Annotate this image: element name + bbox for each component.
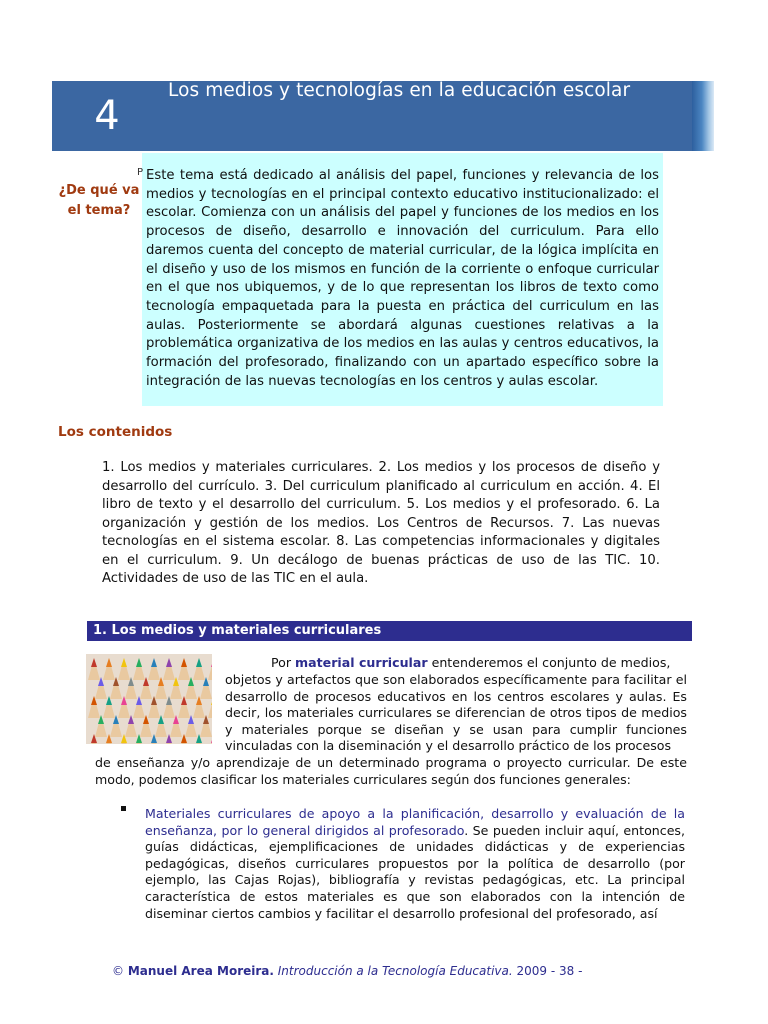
footer-year: 2009: [512, 964, 548, 978]
contents-list-text: 1. Los medios y materiales curriculares. 2. Los medios y los procesos de diseño y desarrollo del currículo. 3. Del curriculum planificado al curriculum en acción. 4. El libro de texto y el desarrollo del curriculum. 5. Los medios y el profesorado. 6. La organización y gestión de los medios. Los Centros de Recursos. 7. Las nuevas tecnologías en el sistema escolar. 8. Las competencias informacionales y digitales en el curriculum. 9. Un decálogo de buenas prácticas de uso de las TIC. 10. Actividades de uso de las TIC en el aula.: [102, 460, 660, 586]
bullet-rest: . Se pueden incluir aquí, entonces, guías didácticas, ejemplificaciones de unidades didácticas y de experiencias pedagógicas, diseños curriculares propuestos por la política de desarrollo (por ejemplo, las Cajas Rojas), bibliografía y revistas pedagógicas, etc. La principal característica de estos materiales es que son elaborados con la intención de diseminar ciertos cambios y facilitar el desarrollo profesional del profesorado, así: [145, 822, 686, 921]
paragraph-beside-image: objetos y artefactos que son elaborados específicamente para facilitar el desarrollo de procesos educativos en los centros escolares y aulas. Es decir, los materiales curriculares se diferencian de otros tipos de medios y materiales porque se diseñan y se usan para cumplir funciones vinculadas con la diseminación y el desarrollo práctico de los procesos: [225, 672, 687, 754]
stray-letter: P: [137, 167, 144, 178]
chapter-number: 4: [94, 93, 120, 139]
para-prefix: Por: [271, 655, 296, 670]
bullet-highlight: Materiales curriculares de apoyo a la planificación, desarrollo y evaluación de la enseñanza, por lo general dirigidos al profesorado: [145, 806, 685, 838]
footer-author: Manuel Area Moreira.: [127, 964, 274, 978]
intro-text: Este tema está dedicado al análisis del papel, funciones y relevancia de los medios y tecnologías en el principal contexto educativo institucionalizado: el escolar. Comienza con un análisis del papel y funciones de los medios en los procesos de diseño, desarrollo e innovación del curriculum. Para ello daremos cuenta del concepto de material curricular, de la lógica implícita en el diseño y uso de los mismos en función de la corriente o enfoque curricular en el que nos ubiquemos, y de lo que representan los libros de texto como tecnología empaquetada para la puesta en práctica del curriculum en las aulas. Posteriormente se abordará algunas cuestiones relativas a la problemática organizativa de los medios en las aulas y centros educativos, la formación del profesorado, finalizando con un apartado específico sobre la integración de las nuevas tecnologías en los centros y aulas escolar.: [146, 168, 659, 389]
colored-pencils-image: [86, 654, 212, 744]
bullet-square-icon: [121, 806, 126, 811]
side-question: ¿De qué va el tema?: [58, 183, 140, 218]
paragraph-full-width: de enseñanza y/o aprendizaje de un determinado programa o proyecto curricular. De este modo, podemos clasificar los materiales curriculares según dos funciones generales:: [95, 755, 687, 787]
contents-heading: Los contenidos: [58, 424, 173, 440]
paragraph-first-line: [271, 655, 687, 672]
section-heading: 1. Los medios y materiales curriculares: [93, 623, 382, 638]
bullet-item: [145, 806, 685, 922]
para-line1-rest: entenderemos el conjunto de medios,: [427, 655, 671, 670]
header-decorative-strip: [692, 81, 714, 151]
footer-page-number: - 38 -: [547, 964, 583, 978]
copyright-symbol: ©: [112, 964, 128, 978]
footer-book-title: Introducción a la Tecnología Educativa.: [273, 964, 513, 978]
term-material-curricular: material curricular: [295, 655, 428, 670]
chapter-title: Los medios y tecnologías en la educación escolar: [168, 80, 631, 101]
